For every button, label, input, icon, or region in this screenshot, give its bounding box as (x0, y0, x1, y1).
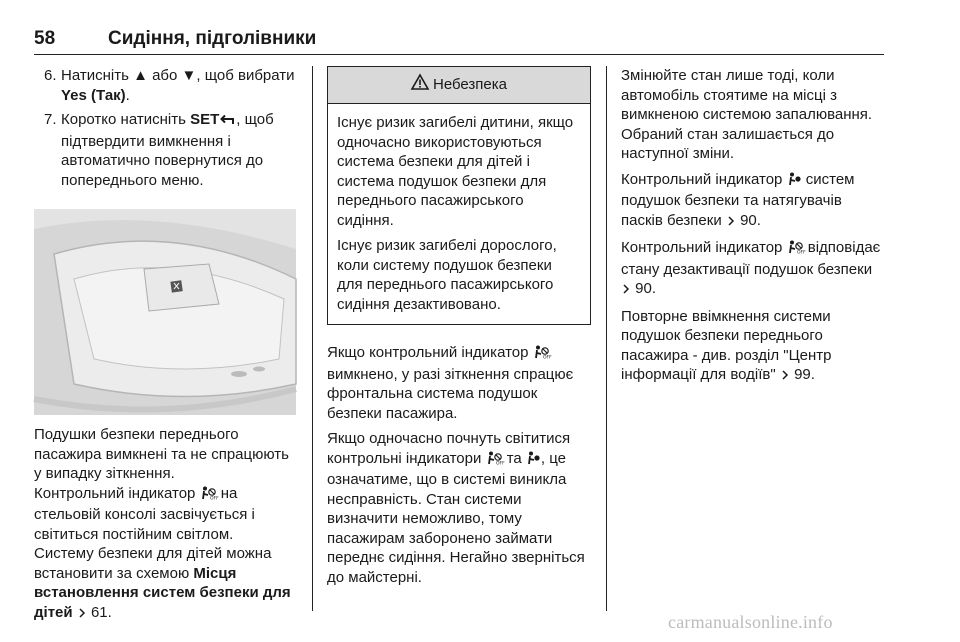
page-title: Сидіння, підголівники (108, 28, 317, 49)
airbag-off-icon (534, 345, 552, 365)
airbag-icon (788, 172, 801, 192)
child-seat-text: Систему безпеки для дітей можна встановити за схемою Місця встановлення систем безпеки для дітей 61. (34, 544, 296, 624)
column-1 (34, 66, 296, 630)
column-divider-2 (606, 66, 607, 611)
page-ref-icon (78, 605, 86, 625)
return-arrow-icon (220, 112, 235, 132)
overhead-console-illustration (34, 209, 296, 415)
airbag-off-text: Подушки безпеки переднього пасажира вимкнені та не спрацюють у випадку зіткнення. (34, 426, 289, 482)
page-ref-icon (622, 281, 630, 301)
warning-triangle-icon (411, 74, 429, 96)
indicator-text: Контрольний індикатор OFF на стельовій консолі засвічується і світиться постійним світлом. (34, 484, 255, 543)
page-header (34, 28, 884, 55)
airbag-off-icon (788, 240, 806, 260)
airbag-indicator-text: Контрольний індикатор систем подушок безпеки та натягувачів пасків безпеки 90. (621, 170, 883, 233)
column-2 (327, 66, 591, 593)
airbag-off-icon (487, 451, 505, 471)
svg-text:OFF: OFF (542, 355, 552, 361)
danger-title: Небезпека (432, 76, 508, 94)
column-3 (621, 66, 883, 393)
reactivation-text: Повторне ввімкнення системи подушок безпеки переднього пасажира - див. розділ "Центр інформації для водіїв" 99. (621, 307, 883, 387)
step-6: 6. Натисніть ▲ або ▼, щоб вибрати Yes (Так). (44, 67, 295, 104)
page-number: 58 (34, 28, 56, 49)
danger-header (328, 67, 590, 104)
danger-body: Існує ризик загибелі дитини, якщо одночасно використовуються система безпеки для дітей і система подушок безпеки для переднього пасажирського сидіння. Існує ризик загибелі дорослого, коли систему подушок безпеки для переднього пасажирського сидіння дезактивовано. (337, 114, 574, 313)
column-divider-1 (312, 66, 313, 611)
svg-text:OFF: OFF (796, 250, 806, 256)
svg-text:OFF: OFF (209, 496, 219, 501)
airbag-icon (527, 451, 540, 471)
change-state-text: Змінюйте стан лише тоді, коли автомобіль стоятиме на місці з вимкненою системою запалювання. Обраний стан залишається до наступної зміни. (621, 67, 873, 162)
deactivation-indicator-text: Контрольний індикатор OFF відповідає стану дезактивації подушок безпеки 90. (621, 238, 883, 301)
fault-text: Якщо одночасно почнуть світитися контрольні індикатори OFF та , це означатиме, що в системі виникла несправність. Стан системи визначити неможливо, тому пасажирам заборонено займати переднє сидіння. Негайно зверніться до майстерні. (327, 430, 585, 586)
airbag-off-icon (201, 486, 219, 506)
danger-box (327, 66, 591, 325)
page-ref-icon (781, 367, 789, 387)
page-ref-icon (727, 213, 735, 233)
step-7: 7. Коротко натисніть SET , щоб підтвердити вимкнення і автоматично повернутися до попереднього меню. (44, 111, 274, 189)
watermark: carmanualsonline.info (668, 612, 833, 632)
indicator-off-text: Якщо контрольний індикатор OFF вимкнено, у разі зіткнення спрацює фронтальна система подушок безпеки пасажира. (327, 344, 574, 422)
svg-text:OFF: OFF (495, 461, 505, 466)
